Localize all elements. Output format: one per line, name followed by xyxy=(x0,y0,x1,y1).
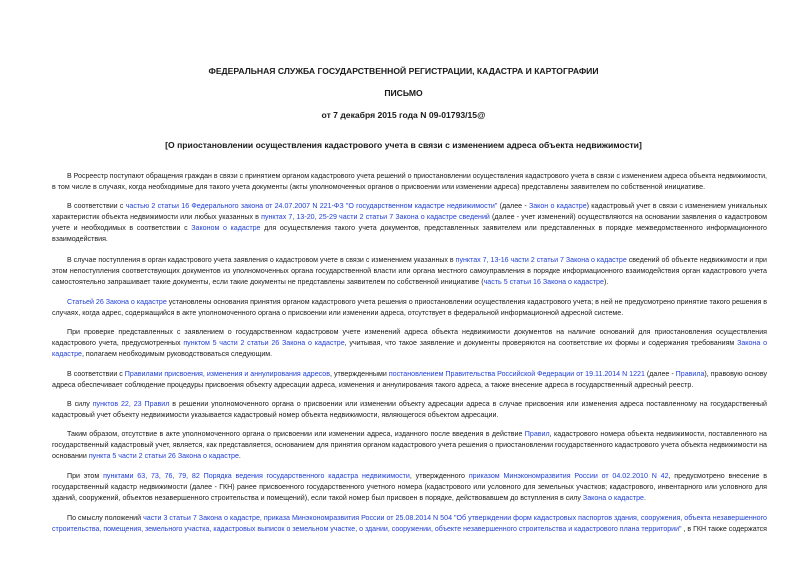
legal-reference-link[interactable]: Правилами присвоения, изменения и аннулирования адресов xyxy=(124,370,331,378)
body-text: кадастровый учет объекту недвижимости указывается кадастровый номер объекта недвижимости, являющегося объектом адресации. xyxy=(52,411,499,419)
body-text: адреса обеспечивает соблюдение процедуры присвоения объекту адресации адреса, изменения и аннулирования такого адреса, а также внесение адреса в государственный адресный реестр. xyxy=(52,381,694,389)
body-text: Таким образом, отсутствие в акте уполномоченного органа о присвоении или изменении адреса, изданного после введения в действие xyxy=(67,430,525,438)
paragraph-2 xyxy=(52,201,767,245)
body-text: самостоятельно запрашивает такие документы, если такие документы не представлены заявителем по собственной инициативе ( xyxy=(52,278,484,286)
body-text: случаях, когда адрес, содержащийся в акте уполномоченного органа о присвоении или изменении адреса, отсутствует в федеральной информационной адресной системе. xyxy=(52,309,624,317)
paragraph-line xyxy=(52,451,767,462)
paragraph-line xyxy=(52,524,767,535)
paragraph-8 xyxy=(52,429,767,462)
legal-reference-link[interactable]: части 3 статьи 7 Закона о кадастре, приказа Минэкономразвития России от 25.08.2014 N 504 "Об утверждении форм кадастровых паспортов здания, сооружения, объекта незавершенного xyxy=(143,514,767,522)
legal-reference-link[interactable]: Законом о кадастре xyxy=(191,224,261,232)
document-subject: [О приостановлении осуществления кадастрового учета в связи с изменением адреса объекта недвижимости] xyxy=(165,140,642,150)
document-date-number: от 7 декабря 2015 года N 09-01793/15@ xyxy=(321,110,486,120)
body-text: государственный кадастровый учет, является, как представляется, основанием для принятия органом кадастрового учета решения о приостановлении государственного кадастрового учета объекта недвижимости на xyxy=(52,441,767,449)
legal-reference-link[interactable]: пунктами 63, 73, 76, 79, 82 Порядка ведения государственного кадастра недвижимости xyxy=(103,472,410,480)
legal-reference-link[interactable]: Закона о кадастре xyxy=(582,494,645,502)
paragraph-6 xyxy=(52,369,767,391)
paragraph-9 xyxy=(52,471,767,504)
body-text: В Росреестр поступают обращения граждан в связи с принятием органом кадастрового учета решений о приостановлении осуществления кадастрового учета в связи с изменением адреса объекта недвижимости, xyxy=(67,172,767,180)
paragraph-line xyxy=(52,338,767,349)
paragraph-line xyxy=(52,513,767,524)
body-text: зданий, сооружений, объектов незавершенного строительства и помещений), если такой номер был присвоен в порядке, действовавшем до вступления в силу xyxy=(52,494,583,502)
body-text: В случае поступления в орган кадастрового учета заявления о кадастровом учете в связи с изменением указанных в xyxy=(67,256,456,264)
paragraph-line xyxy=(52,223,767,234)
agency-name: ФЕДЕРАЛЬНАЯ СЛУЖБА ГОСУДАРСТВЕННОЙ РЕГИСТРАЦИИ, КАДАСТРА И КАРТОГРАФИИ xyxy=(208,66,599,76)
body-text: государственный кадастр недвижимости (далее - ГКН) ранее присвоенного государственного учетного номера (кадастрового или условного для земельных участков; кадастрового, инвентарного или условного для xyxy=(52,483,767,491)
paragraph-line xyxy=(52,255,767,266)
body-text: характеристик объекта недвижимости или любых указанных в xyxy=(52,213,262,221)
body-text: При проверке представленных с заявлением о государственном кадастровом учете изменений адреса объекта недвижимости документов на наличие оснований для приостановления осуществления xyxy=(67,328,767,336)
paragraph-4 xyxy=(52,297,767,319)
body-text: этом непоступления соответствующих документов из уполномоченных органа государственной власти или органа местного самоуправления в порядке информационного взаимодействия орган кадастрового учета xyxy=(52,267,767,275)
body-text: , полагаем необходимым руководствоваться следующим. xyxy=(81,350,273,358)
body-text: установлены основания принятия органом кадастрового учета решения о приостановлении осуществления кадастрового учета; в ней не предусмотрено принятие такого решения в xyxy=(166,298,767,306)
paragraph-line xyxy=(52,429,767,440)
legal-reference-link[interactable]: Правила xyxy=(675,370,705,378)
paragraph-3 xyxy=(52,255,767,288)
body-text: В соответствии с xyxy=(67,202,126,210)
paragraph-line xyxy=(52,182,767,193)
paragraph-5 xyxy=(52,327,767,360)
body-text: , в ГКН также содержатся xyxy=(681,525,767,533)
legal-reference-link[interactable]: Правил xyxy=(524,430,550,438)
body-text: для осуществления такого учета документов, представленных заявителем или представленных в порядке межведомственного информационного xyxy=(260,224,767,232)
paragraph-10 xyxy=(52,513,767,535)
body-text: (далее - учет изменений) осуществляются на основании заявления о кадастровом xyxy=(489,213,767,221)
paragraph-line xyxy=(52,493,767,504)
body-text: в решении уполномоченного органа о присвоении или изменении объекту адресации адреса в случае присвоения или изменения адреса поставленному на государственный xyxy=(169,400,767,408)
paragraph-line xyxy=(52,171,767,182)
body-text: , утвержденного xyxy=(409,472,469,480)
body-text: При этом xyxy=(67,472,104,480)
paragraph-line xyxy=(52,410,767,421)
legal-reference-link[interactable]: пунктах 7, 13-16 части 2 статьи 7 Закона о кадастре xyxy=(455,256,627,264)
paragraph-line xyxy=(52,349,767,360)
body-text: ), правовую основу xyxy=(704,370,767,378)
paragraph-line xyxy=(52,380,767,391)
body-text: , предусмотрено внесение в xyxy=(668,472,767,480)
legal-reference-link[interactable]: Статьей 26 Закона о кадастре xyxy=(67,298,167,306)
paragraph-line xyxy=(52,277,767,288)
body-text: В соответствии с xyxy=(67,370,125,378)
body-text: учете и необходимых в соответствии с xyxy=(52,224,192,232)
paragraph-line xyxy=(52,482,767,493)
body-text: взаимодействия. xyxy=(52,235,108,243)
paragraph-line xyxy=(52,201,767,212)
paragraph-line xyxy=(52,234,767,245)
body-text: ). xyxy=(603,278,609,286)
paragraph-line xyxy=(52,399,767,410)
legal-reference-link[interactable]: пункта 5 части 2 статьи 26 Закона о кадастре xyxy=(88,452,239,460)
paragraph-7 xyxy=(52,399,767,421)
legal-reference-link[interactable]: Закона о xyxy=(737,339,767,347)
legal-reference-link[interactable]: часть 5 статьи 16 Закона о кадастре xyxy=(483,278,604,286)
paragraph-1 xyxy=(52,171,767,193)
body-text: . xyxy=(238,452,241,460)
paragraph-line xyxy=(52,308,767,319)
body-text: В силу xyxy=(67,400,93,408)
legal-reference-link[interactable]: приказом Минэкономразвития России от 04.02.2010 N 42 xyxy=(468,472,669,480)
body-text: (далее - xyxy=(497,202,529,210)
legal-reference-link[interactable]: постановлением Правительства Российской Федерации от 19.11.2014 N 1221 xyxy=(388,370,645,378)
body-text: в том числе в случаях, когда необходимые для такого учета документы (акты уполномоченных органов о присвоении или изменении адреса) представлены заявителем по собственной инициативе. xyxy=(52,183,706,191)
legal-reference-link[interactable]: кадастре xyxy=(52,350,82,358)
paragraph-line xyxy=(52,327,767,338)
body-text: (далее - xyxy=(644,370,676,378)
legal-reference-link[interactable]: частью 2 статьи 16 Федерального закона от 24.07.2007 N 221-ФЗ "О государственном кадастре недвижимости" xyxy=(125,202,498,210)
legal-reference-link[interactable]: пунктах 7, 13-20, 25-29 части 2 статьи 7 Закона о кадастре сведений xyxy=(261,213,490,221)
body-text: , кадастрового номера объекта недвижимости, поставленного на xyxy=(549,430,767,438)
paragraph-line xyxy=(52,212,767,223)
paragraph-line xyxy=(52,471,767,482)
body-text: . xyxy=(644,494,646,502)
body-text: сведений об объекте недвижимости и при xyxy=(626,256,767,264)
paragraph-line xyxy=(52,440,767,451)
body-text: , утвержденными xyxy=(330,370,389,378)
body-text: ) кадастровый учет в связи с изменением уникальных xyxy=(586,202,767,210)
legal-reference-link[interactable]: Закон о кадастре xyxy=(528,202,587,210)
body-text: , учитывая, что такое заявление и документы проверяются на соответствие их формы и содержания требованиям xyxy=(344,339,738,347)
legal-reference-link[interactable]: пунктов 22, 23 Правил xyxy=(92,400,170,408)
body-text: кадастрового учета, предусмотренных xyxy=(52,339,184,347)
paragraph-line xyxy=(52,297,767,308)
document-type: ПИСЬМО xyxy=(384,88,423,98)
legal-reference-link[interactable]: пунктом 5 части 2 статьи 26 Закона о кадастре xyxy=(183,339,345,347)
paragraph-line xyxy=(52,266,767,277)
paragraph-line xyxy=(52,369,767,380)
legal-reference-link[interactable]: строительства, помещения, земельного участка, кадастровых выписок о земельном участке, о здании, сооружении, объекте незавершенного строительства и кадастрового плана территории" xyxy=(52,525,682,533)
body-text: основании xyxy=(52,452,89,460)
body-text: По смыслу положений xyxy=(67,514,144,522)
